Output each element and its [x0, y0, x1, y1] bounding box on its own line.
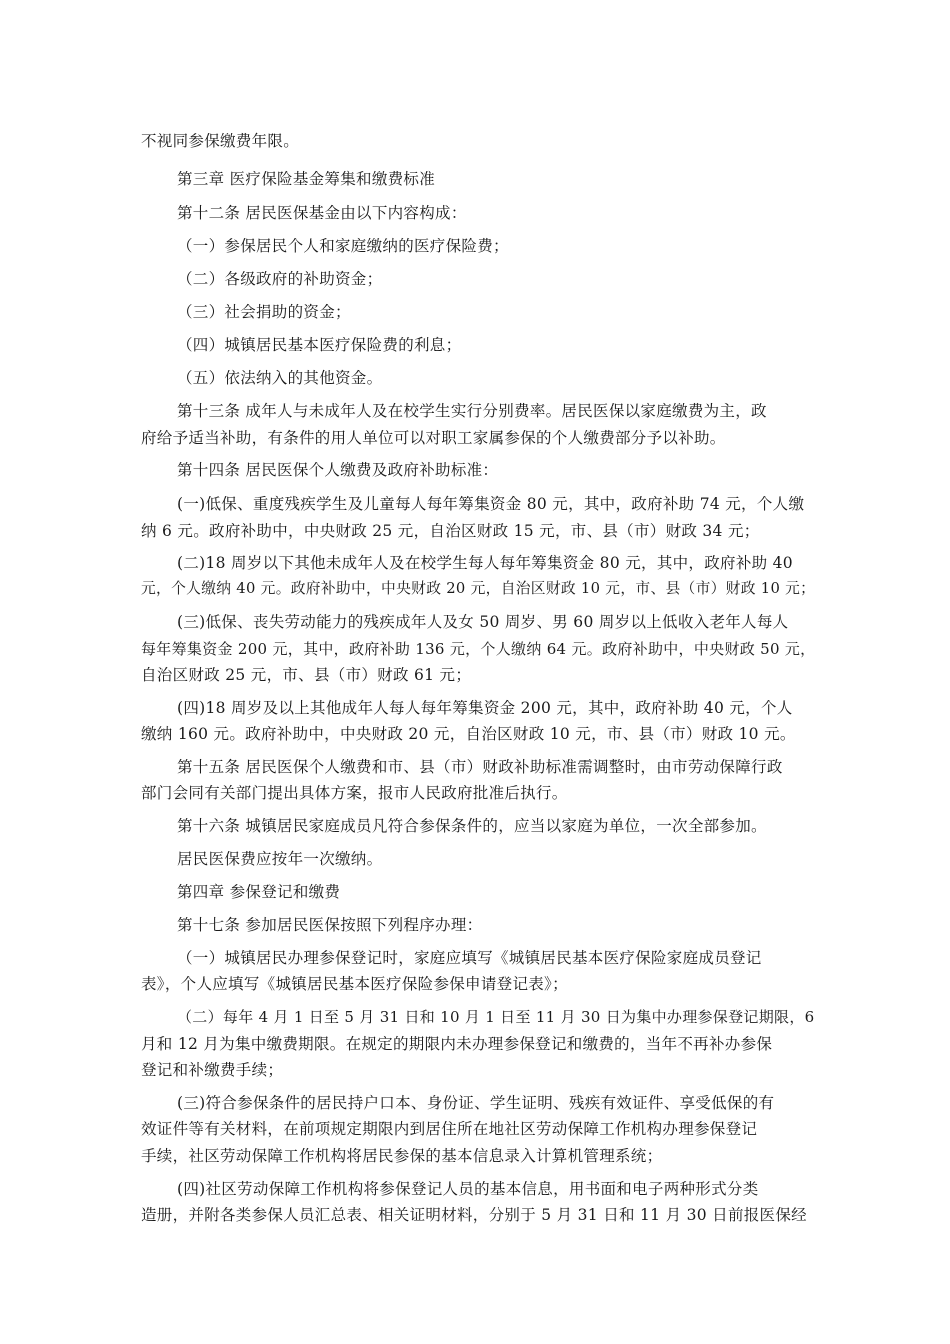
paragraph-line: 第十五条 居民医保个人缴费和市、县（市）财政补助标准需调整时，由市劳动保障行政	[177, 758, 783, 776]
list-item: （四）城镇居民基本医疗保险费的利息；	[177, 336, 462, 354]
paragraph-line: 缴纳 160 元。政府补助中，中央财政 20 元，自治区财政 10 元，市、县（市）财政 10 元。	[141, 725, 796, 743]
article-heading: 第十四条 居民医保个人缴费及政府补助标准：	[177, 461, 499, 479]
paragraph-line: 效证件等有关材料，在前项规定期限内到居住所在地社区劳动保障工作机构办理参保登记	[141, 1120, 758, 1138]
paragraph-line: 纳 6 元。政府补助中，中央财政 25 元，自治区财政 15 元，市、县（市）财政 34 元；	[141, 522, 760, 540]
list-item: （三）社会捐助的资金；	[177, 303, 351, 321]
paragraph-line: (四)社区劳动保障工作机构将参保登记人员的基本信息，用书面和电子两种形式分类	[177, 1180, 759, 1198]
paragraph-line: 登记和补缴费手续；	[141, 1061, 284, 1079]
paragraph-line: 手续，社区劳动保障工作机构将居民参保的基本信息录入计算机管理系统；	[141, 1147, 663, 1165]
paragraph-line: 自治区财政 25 元，市、县（市）财政 61 元；	[141, 666, 472, 684]
article-heading: 第十二条 居民医保基金由以下内容构成：	[177, 204, 467, 222]
list-item: （五）依法纳入的其他资金。	[177, 369, 383, 387]
paragraph-line: (三)低保、丧失劳动能力的残疾成年人及女 50 周岁、男 60 周岁以上低收入老年人每人	[177, 613, 789, 631]
list-item: （二）各级政府的补助资金；	[177, 270, 383, 288]
paragraph-line: (一)低保、重度残疾学生及儿童每人每年筹集资金 80 元，其中，政府补助 74 元，个人缴	[177, 495, 805, 513]
list-item: （一）参保居民个人和家庭缴纳的医疗保险费；	[177, 237, 509, 255]
paragraph-line: (四)18 周岁及以上其他成年人每人每年筹集资金 200 元，其中，政府补助 40 元，个人	[177, 699, 793, 717]
paragraph-line: 每年筹集资金 200 元，其中，政府补助 136 元，个人缴纳 64 元。政府补助中，中央财政 50 元，	[141, 640, 816, 658]
paragraph-line: 造册，并附各类参保人员汇总表、相关证明材料，分别于 5 月 31 日和 11 月 30 日前报医保经	[141, 1206, 807, 1224]
paragraph-line: 表》，个人应填写《城镇居民基本医疗保险参保申请登记表》；	[141, 975, 568, 993]
paragraph-line: (二)18 周岁以下其他未成年人及在校学生每人每年筹集资金 80 元，其中，政府补助 40	[177, 554, 793, 572]
paragraph-line: 元，个人缴纳 40 元。政府补助中，中央财政 20 元，自治区财政 10 元，市、县（市）财政 10 元；	[141, 580, 816, 597]
paragraph-line: （二）每年 4 月 1 日至 5 月 31 日和 10 月 1 日至 11 月 30 日为集中办理参保登记期限，6	[177, 1008, 815, 1026]
paragraph-line: 府给予适当补助，有条件的用人单位可以对职工家属参保的个人缴费部分予以补助。	[141, 429, 726, 447]
text-line: 不视同参保缴费年限。	[141, 132, 300, 150]
chapter-heading: 第四章 参保登记和缴费	[177, 883, 341, 901]
paragraph-line: 月和 12 月为集中缴费期限。在规定的期限内未办理参保登记和缴费的，当年不再补办参保	[141, 1035, 773, 1053]
paragraph-line: 居民医保费应按年一次缴纳。	[177, 850, 383, 868]
chapter-heading: 第三章 医疗保险基金筹集和缴费标准	[177, 170, 436, 188]
paragraph-line: (三)符合参保条件的居民持户口本、身份证、学生证明、残疾有效证件、享受低保的有	[177, 1094, 775, 1112]
paragraph-line: （一）城镇居民办理参保登记时，家庭应填写《城镇居民基本医疗保险家庭成员登记	[177, 949, 762, 967]
paragraph-line: 第十三条 成年人与未成年人及在校学生实行分别费率。居民医保以家庭缴费为主，政	[177, 402, 767, 420]
article-heading: 第十七条 参加居民医保按照下列程序办理：	[177, 916, 483, 934]
paragraph-line: 第十六条 城镇居民家庭成员凡符合参保条件的，应当以家庭为单位，一次全部参加。	[177, 817, 767, 835]
paragraph-line: 部门会同有关部门提出具体方案，报市人民政府批准后执行。	[141, 784, 568, 802]
